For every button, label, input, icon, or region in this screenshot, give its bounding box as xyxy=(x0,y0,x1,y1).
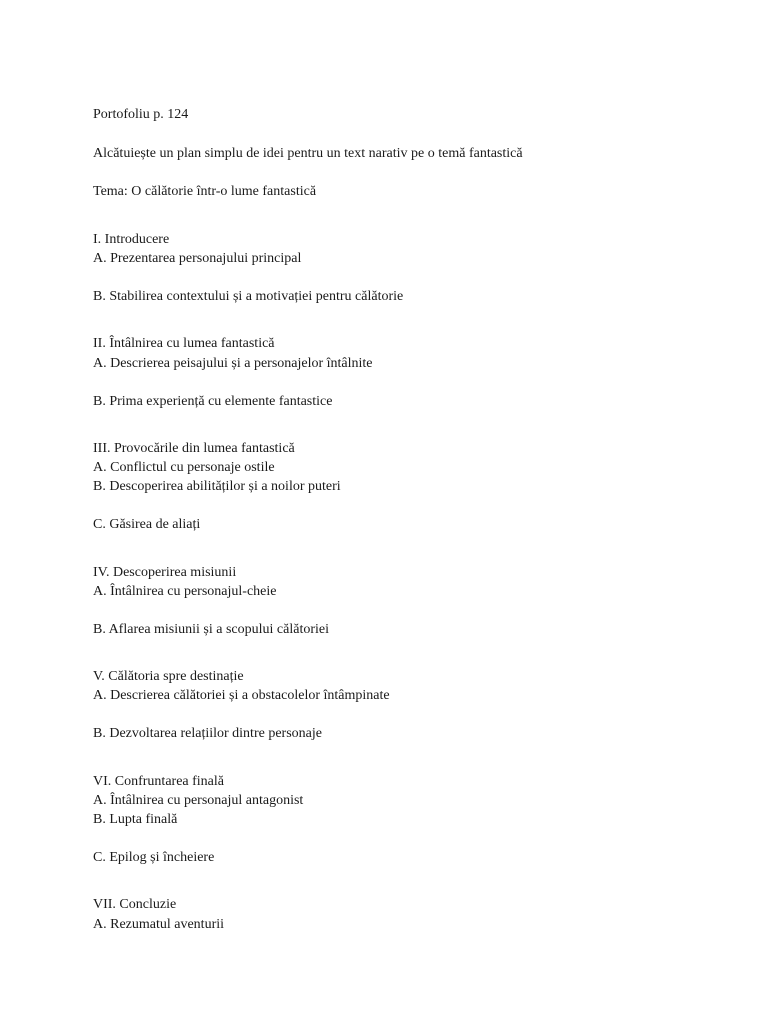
section-5-item-a: A. Descrierea călătoriei și a obstacolelor întâmpinate xyxy=(93,688,390,703)
section-4-item-a: A. Întâlnirea cu personajul-cheie xyxy=(93,584,277,599)
section-3-item-c: C. Găsirea de aliați xyxy=(93,517,201,532)
section-heading-7: VII. Concluzie xyxy=(93,897,177,912)
section-heading-3: III. Provocările din lumea fantastică xyxy=(93,441,295,456)
section-heading-2: II. Întâlnirea cu lumea fantastică xyxy=(93,336,275,351)
section-heading-4: IV. Descoperirea misiunii xyxy=(93,565,237,580)
section-3-item-a: A. Conflictul cu personaje ostile xyxy=(93,460,275,475)
section-2-item-a: A. Descrierea peisajului și a personajelor întâlnite xyxy=(93,356,373,371)
section-3-item-b: B. Descoperirea abilităților și a noilor puteri xyxy=(93,479,341,494)
document-header: Portofoliu p. 124 xyxy=(93,107,189,122)
section-4-item-b: B. Aflarea misiunii și a scopului călătoriei xyxy=(93,622,329,637)
section-heading-5: V. Călătoria spre destinație xyxy=(93,669,244,684)
section-heading-1: I. Introducere xyxy=(93,232,170,247)
theme-text: Tema: O călătorie într-o lume fantastică xyxy=(93,184,317,199)
section-6-item-a: A. Întâlnirea cu personajul antagonist xyxy=(93,793,304,808)
section-7-item-a: A. Rezumatul aventurii xyxy=(93,917,225,932)
section-6-item-b: B. Lupta finală xyxy=(93,812,178,827)
section-1-item-a: A. Prezentarea personajului principal xyxy=(93,251,302,266)
instruction-text: Alcătuiește un plan simplu de idei pentru un text narativ pe o temă fantastică xyxy=(93,146,523,161)
section-6-item-c: C. Epilog și încheiere xyxy=(93,850,215,865)
section-2-item-b: B. Prima experiență cu elemente fantastice xyxy=(93,394,333,409)
section-5-item-b: B. Dezvoltarea relațiilor dintre personaje xyxy=(93,726,322,741)
section-heading-6: VI. Confruntarea finală xyxy=(93,774,224,789)
section-1-item-b: B. Stabilirea contextului și a motivației pentru călătorie xyxy=(93,289,404,304)
